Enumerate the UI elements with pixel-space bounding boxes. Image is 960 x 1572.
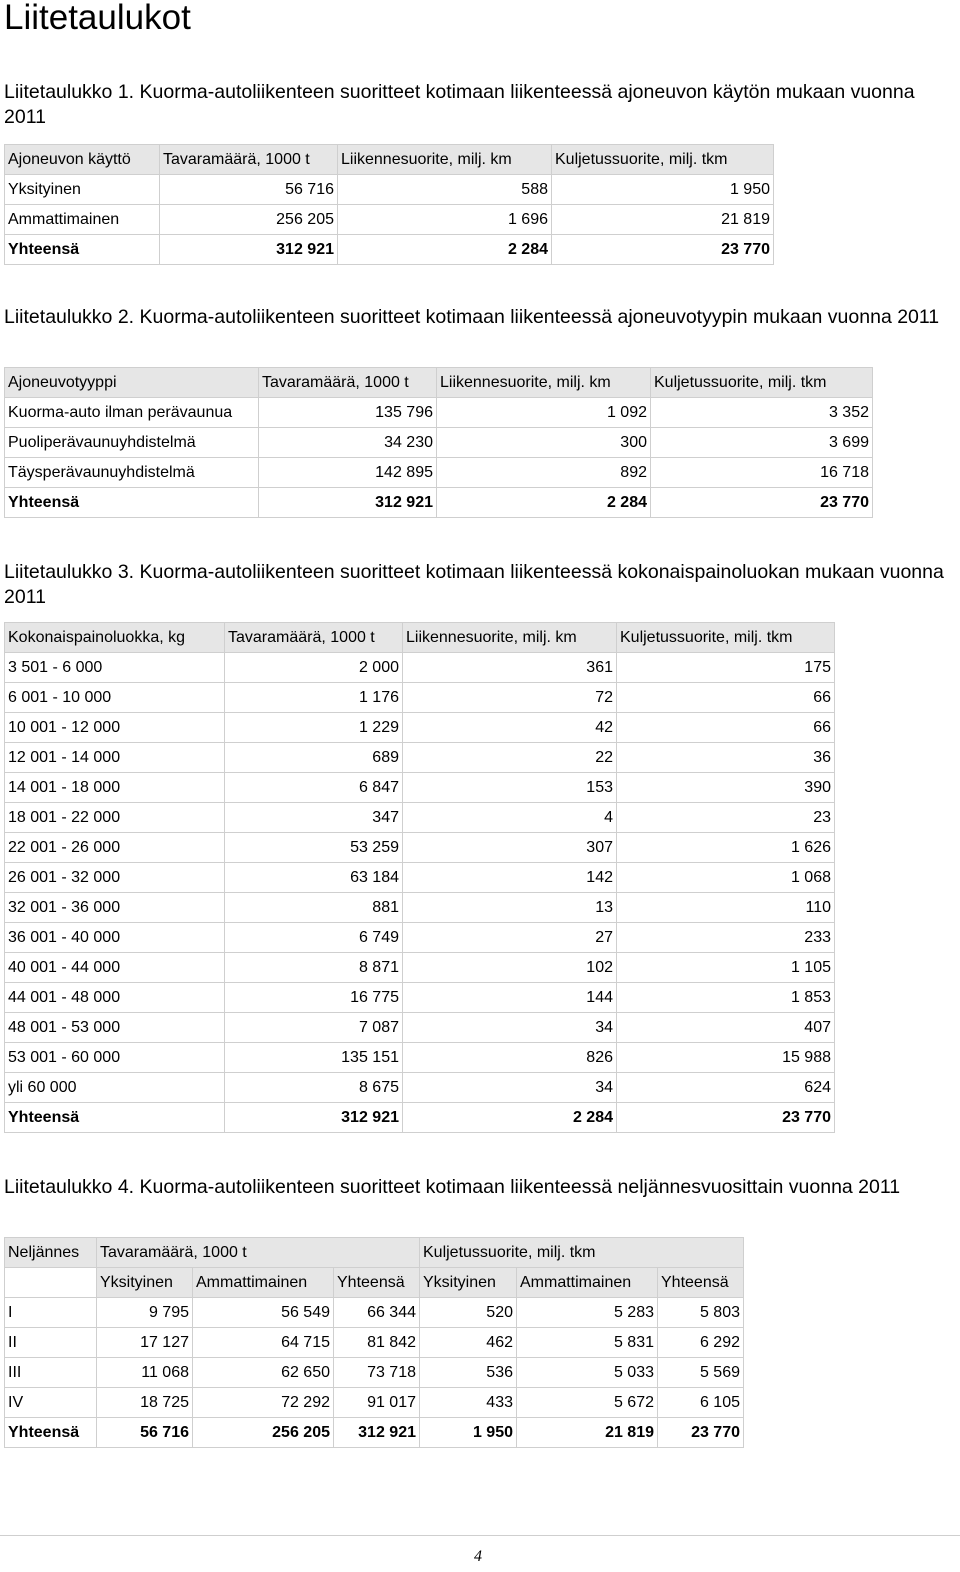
cell-value: 144: [403, 983, 617, 1013]
cell-value: 7 087: [225, 1013, 403, 1043]
cell-value: 312 921: [160, 235, 338, 265]
row-label: Yhteensä: [5, 1418, 97, 1448]
table-row: [5, 1073, 835, 1103]
cell-value: 390: [617, 773, 835, 803]
cell-value: 462: [420, 1328, 517, 1358]
cell-value: 23 770: [552, 235, 774, 265]
table-row: [5, 1328, 744, 1358]
cell-value: 892: [437, 458, 651, 488]
table-row: [5, 833, 835, 863]
cell-value: 72: [403, 683, 617, 713]
cell-value: 21 819: [552, 205, 774, 235]
cell-value: 5 672: [517, 1388, 658, 1418]
row-label: 10 001 - 12 000: [5, 713, 225, 743]
row-label: IV: [5, 1388, 97, 1418]
cell-value: 6 749: [225, 923, 403, 953]
table4: [4, 1237, 744, 1448]
table2: [4, 367, 873, 518]
table1-caption: Liitetaulukko 1. Kuorma-autoliikenteen suoritteet kotimaan liikenteessä ajoneuvon käytön mukaan vuonna 2011: [4, 81, 915, 128]
cell-value: 1 696: [338, 205, 552, 235]
cell-value: 142 895: [259, 458, 437, 488]
cell-value: 624: [617, 1073, 835, 1103]
table-total-row: [5, 235, 774, 265]
cell-value: 1 229: [225, 713, 403, 743]
table-row: [5, 683, 835, 713]
row-label: 6 001 - 10 000: [5, 683, 225, 713]
column-header: Tavaramäärä, 1000 t: [160, 145, 338, 175]
row-label: Yksityinen: [5, 175, 160, 205]
cell-value: 53 259: [225, 833, 403, 863]
table-row: [5, 983, 835, 1013]
cell-value: 361: [403, 653, 617, 683]
cell-value: 1 176: [225, 683, 403, 713]
cell-value: 5 831: [517, 1328, 658, 1358]
cell-value: 307: [403, 833, 617, 863]
row-label: Yhteensä: [5, 488, 259, 518]
table-header-row: [5, 368, 873, 398]
cell-value: 689: [225, 743, 403, 773]
table-row: [5, 863, 835, 893]
row-label: Yhteensä: [5, 235, 160, 265]
column-header: Liikennesuorite, milj. km: [338, 145, 552, 175]
column-header: Kuljetussuorite, milj. tkm: [617, 623, 835, 653]
cell-value: 2 284: [338, 235, 552, 265]
column-header: Neljännes: [5, 1238, 97, 1268]
cell-value: 826: [403, 1043, 617, 1073]
cell-value: 256 205: [160, 205, 338, 235]
table-row: [5, 1388, 744, 1418]
table-row: [5, 803, 835, 833]
cell-value: 11 068: [97, 1358, 193, 1388]
table4-caption: Liitetaulukko 4. Kuorma-autoliikenteen suoritteet kotimaan liikenteessä neljännesvuosittain vuonna 2011: [4, 1176, 901, 1198]
table-row: [5, 1013, 835, 1043]
cell-value: 34: [403, 1013, 617, 1043]
cell-value: 66: [617, 713, 835, 743]
page-title: Liitetaulukot: [4, 0, 191, 37]
cell-value: 56 716: [160, 175, 338, 205]
table3-caption: Liitetaulukko 3. Kuorma-autoliikenteen suoritteet kotimaan liikenteessä kokonaispainoluokan mukaan vuonna 2011: [4, 561, 944, 608]
cell-value: 34 230: [259, 428, 437, 458]
row-label: I: [5, 1298, 97, 1328]
table3: [4, 622, 835, 1133]
cell-value: 16 775: [225, 983, 403, 1013]
row-label: III: [5, 1358, 97, 1388]
table-row: [5, 923, 835, 953]
cell-value: 312 921: [225, 1103, 403, 1133]
cell-value: 66: [617, 683, 835, 713]
column-header: Kokonaispainoluokka, kg: [5, 623, 225, 653]
cell-value: 3 699: [651, 428, 873, 458]
page-number: 4: [474, 1548, 482, 1565]
row-label: 14 001 - 18 000: [5, 773, 225, 803]
row-label: Täysperävaunuyhdistelmä: [5, 458, 259, 488]
cell-value: 42: [403, 713, 617, 743]
cell-value: 312 921: [334, 1418, 420, 1448]
cell-value: 62 650: [193, 1358, 334, 1388]
table-row: [5, 713, 835, 743]
cell-value: 1 092: [437, 398, 651, 428]
table-row: [5, 953, 835, 983]
cell-value: 3 352: [651, 398, 873, 428]
cell-value: 5 033: [517, 1358, 658, 1388]
row-label: 44 001 - 48 000: [5, 983, 225, 1013]
cell-value: 34: [403, 1073, 617, 1103]
row-label: 36 001 - 40 000: [5, 923, 225, 953]
column-header: Tavaramäärä, 1000 t: [259, 368, 437, 398]
cell-value: 22: [403, 743, 617, 773]
cell-value: 13: [403, 893, 617, 923]
cell-value: 135 151: [225, 1043, 403, 1073]
cell-value: 23 770: [658, 1418, 744, 1448]
column-header: Ajoneuvon käyttö: [5, 145, 160, 175]
column-header: Ammattimainen: [517, 1268, 658, 1298]
table-total-row: [5, 488, 873, 518]
column-header: Yhteensä: [658, 1268, 744, 1298]
column-header: Kuljetussuorite, milj. tkm: [552, 145, 774, 175]
cell-value: 6 292: [658, 1328, 744, 1358]
empty-header-cell: [5, 1268, 97, 1298]
row-label: 48 001 - 53 000: [5, 1013, 225, 1043]
cell-value: 56 716: [97, 1418, 193, 1448]
cell-value: 1 853: [617, 983, 835, 1013]
cell-value: 2 000: [225, 653, 403, 683]
table-total-row: [5, 1418, 744, 1448]
cell-value: 16 718: [651, 458, 873, 488]
cell-value: 102: [403, 953, 617, 983]
column-header: Ajoneuvotyyppi: [5, 368, 259, 398]
cell-value: 520: [420, 1298, 517, 1328]
column-header: Ammattimainen: [193, 1268, 334, 1298]
cell-value: 1 626: [617, 833, 835, 863]
cell-value: 23 770: [617, 1103, 835, 1133]
cell-value: 312 921: [259, 488, 437, 518]
cell-value: 8 871: [225, 953, 403, 983]
cell-value: 1 950: [420, 1418, 517, 1448]
table-row: [5, 458, 873, 488]
cell-value: 9 795: [97, 1298, 193, 1328]
cell-value: 27: [403, 923, 617, 953]
cell-value: 63 184: [225, 863, 403, 893]
cell-value: 18 725: [97, 1388, 193, 1418]
cell-value: 15 988: [617, 1043, 835, 1073]
table-row: [5, 743, 835, 773]
cell-value: 64 715: [193, 1328, 334, 1358]
cell-value: 91 017: [334, 1388, 420, 1418]
cell-value: 66 344: [334, 1298, 420, 1328]
row-label: Yhteensä: [5, 1103, 225, 1133]
cell-value: 256 205: [193, 1418, 334, 1448]
row-label: yli 60 000: [5, 1073, 225, 1103]
row-label: 22 001 - 26 000: [5, 833, 225, 863]
cell-value: 4: [403, 803, 617, 833]
table1: [4, 144, 774, 265]
cell-value: 1 105: [617, 953, 835, 983]
table-row: [5, 175, 774, 205]
table-row: [5, 428, 873, 458]
cell-value: 17 127: [97, 1328, 193, 1358]
cell-value: 1 068: [617, 863, 835, 893]
column-header: Liikennesuorite, milj. km: [403, 623, 617, 653]
cell-value: 5 283: [517, 1298, 658, 1328]
cell-value: 23 770: [651, 488, 873, 518]
cell-value: 153: [403, 773, 617, 803]
table-row: [5, 773, 835, 803]
row-label: Ammattimainen: [5, 205, 160, 235]
table-row: [5, 205, 774, 235]
table-header-row: [5, 145, 774, 175]
table-row: [5, 893, 835, 923]
cell-value: 21 819: [517, 1418, 658, 1448]
cell-value: 233: [617, 923, 835, 953]
cell-value: 142: [403, 863, 617, 893]
cell-value: 175: [617, 653, 835, 683]
table-row: [5, 1358, 744, 1388]
row-label: 26 001 - 32 000: [5, 863, 225, 893]
column-header: Tavaramäärä, 1000 t: [225, 623, 403, 653]
cell-value: 407: [617, 1013, 835, 1043]
cell-value: 588: [338, 175, 552, 205]
column-header: Liikennesuorite, milj. km: [437, 368, 651, 398]
cell-value: 1 950: [552, 175, 774, 205]
cell-value: 72 292: [193, 1388, 334, 1418]
cell-value: 23: [617, 803, 835, 833]
cell-value: 110: [617, 893, 835, 923]
cell-value: 6 105: [658, 1388, 744, 1418]
table-row: [5, 398, 873, 428]
cell-value: 73 718: [334, 1358, 420, 1388]
table2-caption: Liitetaulukko 2. Kuorma-autoliikenteen suoritteet kotimaan liikenteessä ajoneuvotyypin mukaan vuonna 2011: [4, 306, 940, 328]
cell-value: 8 675: [225, 1073, 403, 1103]
column-header: Kuljetussuorite, milj. tkm: [651, 368, 873, 398]
row-label: 3 501 - 6 000: [5, 653, 225, 683]
table-row: [5, 1043, 835, 1073]
column-header: Yksityinen: [97, 1268, 193, 1298]
column-header: Yhteensä: [334, 1268, 420, 1298]
row-label: 32 001 - 36 000: [5, 893, 225, 923]
row-label: 12 001 - 14 000: [5, 743, 225, 773]
table-subheader-row: [5, 1268, 744, 1298]
row-label: II: [5, 1328, 97, 1358]
table-header-row: [5, 623, 835, 653]
footer-divider: [0, 1535, 960, 1536]
cell-value: 5 569: [658, 1358, 744, 1388]
row-label: 40 001 - 44 000: [5, 953, 225, 983]
cell-value: 5 803: [658, 1298, 744, 1328]
column-group-header: Kuljetussuorite, milj. tkm: [420, 1238, 744, 1268]
cell-value: 536: [420, 1358, 517, 1388]
cell-value: 81 842: [334, 1328, 420, 1358]
cell-value: 433: [420, 1388, 517, 1418]
cell-value: 135 796: [259, 398, 437, 428]
table-total-row: [5, 1103, 835, 1133]
table-row: [5, 653, 835, 683]
cell-value: 881: [225, 893, 403, 923]
cell-value: 2 284: [437, 488, 651, 518]
row-label: Kuorma-auto ilman perävaunua: [5, 398, 259, 428]
cell-value: 56 549: [193, 1298, 334, 1328]
table-row: [5, 1298, 744, 1328]
row-label: 18 001 - 22 000: [5, 803, 225, 833]
cell-value: 36: [617, 743, 835, 773]
row-label: 53 001 - 60 000: [5, 1043, 225, 1073]
cell-value: 2 284: [403, 1103, 617, 1133]
cell-value: 300: [437, 428, 651, 458]
column-header: Yksityinen: [420, 1268, 517, 1298]
column-group-header: Tavaramäärä, 1000 t: [97, 1238, 420, 1268]
cell-value: 347: [225, 803, 403, 833]
cell-value: 6 847: [225, 773, 403, 803]
row-label: Puoliperävaunuyhdistelmä: [5, 428, 259, 458]
table-header-row: [5, 1238, 744, 1268]
